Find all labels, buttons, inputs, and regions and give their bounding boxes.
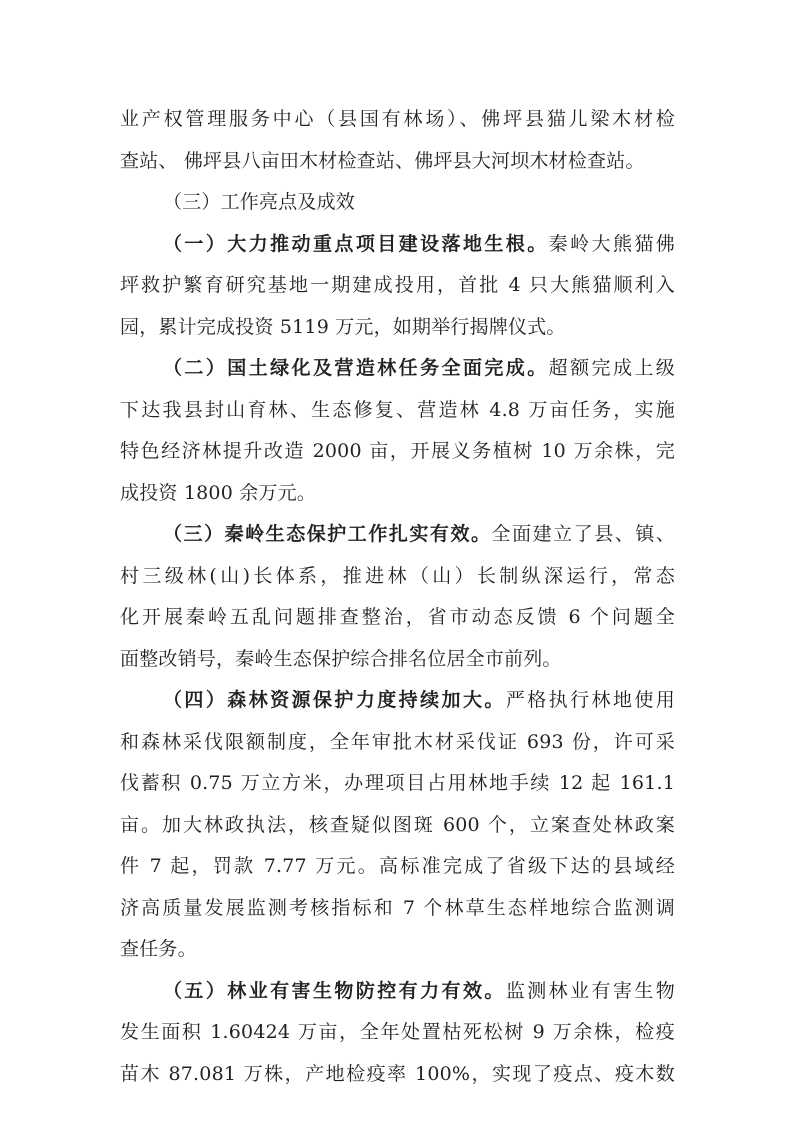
paragraph-heading: （二）国土绿化及营造林任务全面完成。	[163, 357, 549, 379]
text-line	[120, 514, 675, 556]
paragraph-pest-control	[120, 971, 675, 1096]
paragraph-ecological-protection	[120, 514, 675, 680]
line-text: 监测林业有害生物	[505, 979, 675, 1002]
paragraph-heading: （五）林业有害生物防控有力有效。	[163, 979, 506, 1002]
line-text: 苗木 87.081 万株，产地检疫率 100%，实现了疫点、疫木数	[120, 1062, 675, 1085]
text-line	[120, 639, 675, 681]
line-text: 化开展秦岭五乱问题排查整治，省市动态反馈 6 个问题全	[120, 606, 675, 628]
line-text: 伐蓄积 0.75 万立方米，办理项目占用林地手续 12 起 161.1	[120, 772, 675, 794]
line-text: 超额完成上级	[548, 357, 675, 379]
text-line	[120, 722, 675, 764]
line-text: 特色经济林提升改造 2000 亩，开展义务植树 10 万余株，完	[120, 440, 675, 462]
text-line	[120, 473, 675, 515]
text-line	[120, 556, 675, 598]
text-line	[120, 348, 675, 390]
line-text: 件 7 起，罚款 7.77 万元。高标准完成了省级下达的县域经	[120, 855, 675, 877]
line-text: 坪救护繁育研究基地一期建成投用，首批 4 只大熊猫顺利入	[120, 274, 675, 296]
paragraph-heading: （一）大力推动重点项目建设落地生根。	[163, 232, 549, 255]
text-line	[120, 888, 675, 930]
document-body	[120, 99, 675, 1095]
text-line	[120, 763, 675, 805]
section-heading	[120, 182, 675, 224]
text-line	[120, 390, 675, 432]
line-text: 成投资 1800 余万元。	[120, 481, 317, 504]
text-line	[120, 182, 675, 224]
line-text: 查站、 佛坪县八亩田木材检查站、佛坪县大河坝木材检查站。	[120, 149, 645, 172]
text-line	[120, 1012, 675, 1054]
line-text: 济高质量发展监测考核指标和 7 个林草生态样地综合监测调	[120, 896, 675, 919]
line-text: 村三级林(山)长体系，推进林（山）长制纵深运行，常态	[120, 564, 675, 587]
line-text: 园，累计完成投资 5119 万元，如期举行揭牌仪式。	[120, 315, 566, 338]
line-text: 和森林采伐限额制度，全年审批木材采伐证 693 份，许可采	[120, 730, 675, 753]
paragraph-units-list	[120, 99, 675, 182]
text-line	[120, 929, 675, 971]
paragraph-heading: （四）森林资源保护力度持续加大。	[163, 689, 506, 711]
section-heading-text: （三）工作亮点及成效	[163, 191, 356, 213]
text-line	[120, 265, 675, 307]
text-line	[120, 224, 675, 266]
paragraph-key-projects	[120, 224, 675, 349]
text-line	[120, 431, 675, 473]
paragraph-afforestation	[120, 348, 675, 514]
line-text: 业产权管理服务中心（县国有林场）、佛坪县猫儿梁木材检	[120, 108, 675, 130]
line-text: 发生面积 1.60424 万亩，全年处置枯死松树 9 万余株，检疫	[120, 1021, 675, 1043]
line-text: 亩。加大林政执法，核查疑似图斑 600 个，立案查处林政案	[120, 813, 675, 836]
paragraph-forest-resources	[120, 680, 675, 971]
line-text: 严格执行林地使用	[505, 689, 675, 711]
text-line	[120, 1054, 675, 1096]
text-line	[120, 846, 675, 888]
line-text: 面整改销号，秦岭生态保护综合排名位居全市前列。	[120, 647, 562, 670]
text-line	[120, 99, 675, 141]
line-text: 查任务。	[120, 938, 197, 960]
line-text: 全面建立了县、镇、	[491, 523, 675, 545]
text-line	[120, 680, 675, 722]
paragraph-heading: （三）秦岭生态保护工作扎实有效。	[163, 523, 492, 545]
text-line	[120, 805, 675, 847]
text-line	[120, 141, 675, 183]
text-line	[120, 971, 675, 1013]
line-text: 秦岭大熊猫佛	[548, 232, 675, 255]
text-line	[120, 597, 675, 639]
text-line	[120, 307, 675, 349]
line-text: 下达我县封山育林、生态修复、营造林 4.8 万亩任务，实施	[120, 398, 675, 421]
